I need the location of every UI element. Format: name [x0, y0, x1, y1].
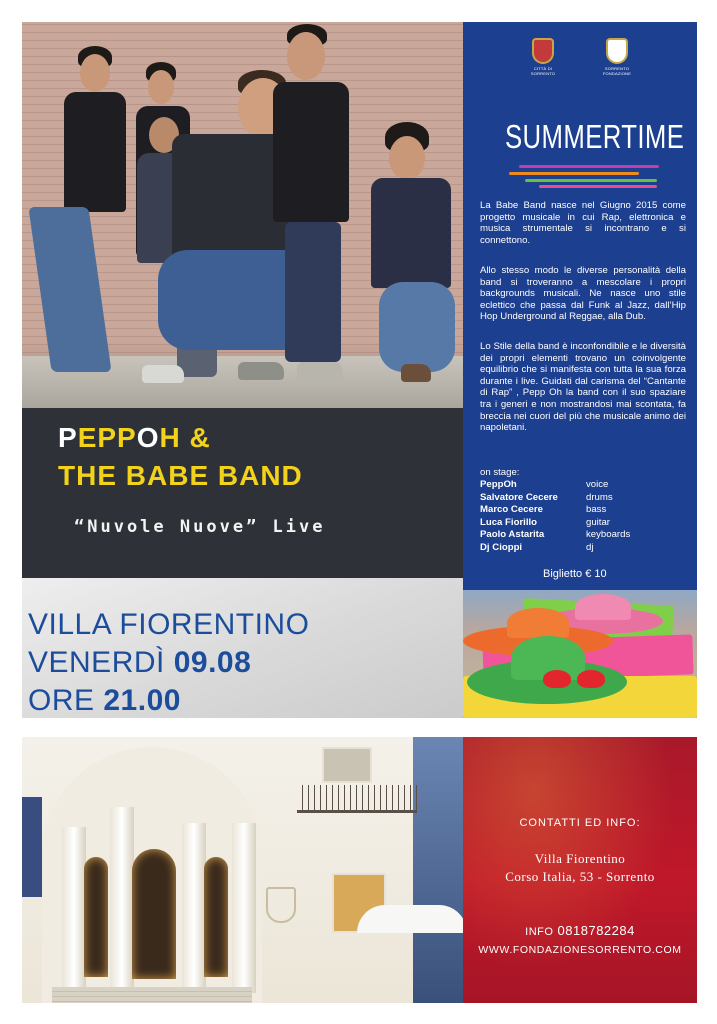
event-sidebar: [463, 22, 697, 590]
contact-heading: CONTATTI ED INFO:: [519, 817, 641, 829]
ticket-price: Biglietto € 10: [543, 568, 607, 580]
contact-address: Corso Italia, 53 - Sorrento: [505, 869, 655, 884]
band-description-1: La Babe Band nasce nel Giugno 2015 come progetto musicale in cui Rap, elettronica e musica strumentale si incontrano e si connettono.: [480, 200, 686, 246]
band-name-line1: PEPPOH &: [58, 422, 211, 453]
lineup-item: Marco Cecere bass: [480, 504, 607, 515]
festival-title: SUMMERTIME: [505, 118, 685, 155]
contact-info: [463, 737, 697, 1003]
band-member-figure: [30, 42, 110, 382]
foundation-logo-icon: SORRENTO FONDAZIONE: [600, 38, 634, 76]
city-crest-icon: CITTÀ DI SORRENTO: [526, 38, 560, 76]
villa-photo: [22, 737, 463, 1003]
contact-venue: Villa Fiorentino: [534, 851, 626, 866]
band-member-figure: [257, 22, 367, 392]
foundation-logo-icon: [266, 887, 296, 923]
band-name-line2: THE BABE BAND: [58, 460, 303, 491]
sunglasses-icon: [543, 670, 607, 688]
title-band: [22, 408, 463, 578]
event-details: [22, 578, 463, 718]
color-stripes: [509, 165, 659, 191]
event-time: ORE 21.00: [28, 684, 181, 717]
lineup-item: PeppOh voice: [480, 479, 609, 490]
onstage-label: on stage:: [480, 467, 520, 478]
hats-photo: [463, 590, 697, 718]
band-photo: [22, 22, 463, 408]
album-title: “Nuvole Nuove” Live: [74, 517, 326, 537]
band-member-figure: [367, 122, 463, 392]
lineup-item: Paolo Astarita keyboards: [480, 529, 631, 540]
venue-name: VILLA FIORENTINO: [28, 608, 310, 641]
band-description-2: Allo stesso modo le diverse personalità della band si troveranno a mescolare i propri backgrounds musicali. Ne nasce uno stile eclettico che passa dal Funk al Jazz, dall’Hip Hop Underground al Reggae, alla Dub.: [480, 265, 686, 323]
lineup-item: Dj Cioppi dj: [480, 541, 594, 553]
band-description-3: Lo Stile della band è inconfondibile e le diversità dei propri elementi trovano un coinvolgente equilibrio che si manifesta con tutta la sua forza durante i live. Guidati dal carisma del “Cantante di Rap” , Pepp Oh la band con il suo spaziare tra i generi e non mostrandosi mai scontata, fa breccia nei cuori del più che musicale animo dei napoletani.: [480, 341, 686, 434]
lineup-item: Salvatore Cecere drums: [480, 491, 613, 503]
event-date: VENERDÌ 09.08: [28, 646, 252, 679]
lineup-item: Luca Fiorillo guitar: [480, 516, 610, 528]
contact-phone: INFO 0818782284: [525, 923, 635, 938]
contact-website[interactable]: WWW.FONDAZIONESORRENTO.COM: [478, 944, 682, 956]
lineup-list: [480, 479, 690, 554]
